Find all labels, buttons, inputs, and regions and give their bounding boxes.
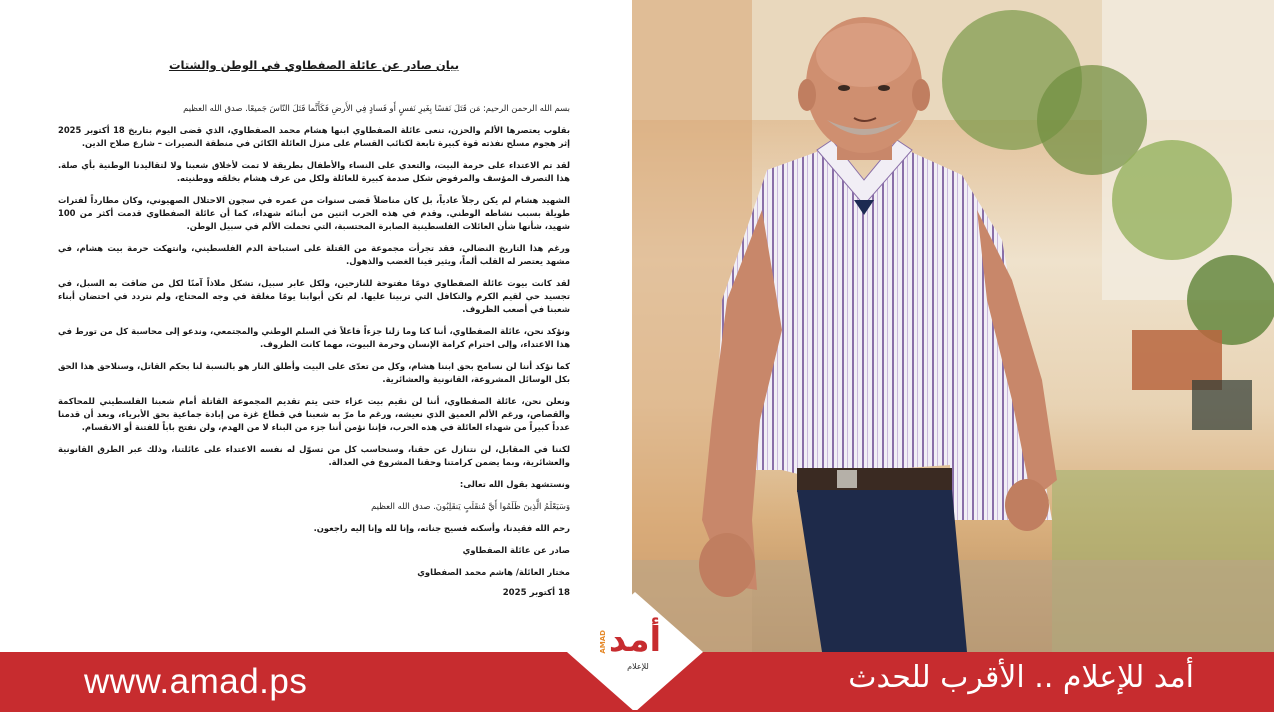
amad-logo <box>565 590 705 710</box>
statement-paragraph: لقد كانت بيوت عائلة الصفطاوي دومًا مفتوحة للنازحين، ولكل عابر سبيل، تشكل ملاذاً آمنًا لكل من ضاقت به السبل، في تجسيد حي لقيم الكرم والتكافل التي تربينا عليها. لم تكن أبوابنا يومًا مغلقة في وجه المحتاج، ولم نتردد في احتضان أبناء شعبنا في أصعب الظروف. <box>58 278 570 314</box>
portrait-photo <box>632 0 1274 652</box>
statement-paragraph: ونستشهد بقول الله تعالى: <box>459 479 570 489</box>
statement-paragraph: ورغم هذا التاريخ النضالي، فقد تجرأت مجموعة من القتلة على استباحة الدم الفلسطيني، وانتهكت حرمة بيت هشام، في مشهد يعتصر له القلب ألماً، ويثير فينا الغضب والذهول. <box>58 243 570 266</box>
statement-issuer: صادر عن عائلة الصفطاوي <box>462 545 570 555</box>
statement-title: بيان صادر عن عائلة الصفطاوي في الوطن والشتات <box>168 58 460 72</box>
footer-slogan: أمد للإعلام .. الأقرب للحدث <box>848 660 1194 695</box>
statement-paragraph: بقلوب يعتصرها الألم والحزن، تنعى عائلة الصفطاوي ابنها هشام محمد الصفطاوي، الذي قضى اليوم بتاريخ 18 أكتوبر 2025 إثر هجوم مسلح نفذته قوة كبيرة تابعة لكتائب القسام على منزل العائلة الكائن في منطقة النصيرات – شارع صلاح الدين. <box>58 125 570 148</box>
statement-paragraph: لقد تم الاعتداء على حرمة البيت، والتعدي على النساء والأطفال بطريقة لا تمت لأخلاق شعبنا ولا لتقاليدنا الوطنية بأي صلة. هذا التصرف المؤسف والمرفوض شكل صدمة كبيرة للعائلة ولكل من عرف هشام بخلقه ووطنيته. <box>58 160 570 183</box>
logo-subtitle: للإعلام <box>627 662 649 671</box>
statement-paragraph: رحم الله فقيدنا، وأسكنه فسيح جناته، وإنا لله وإنا إليه راجعون. <box>313 523 570 533</box>
statement-date: 18 أكتوبر 2025 <box>502 588 570 598</box>
statement-paragraph: ونؤكد نحن، عائلة الصفطاوي، أننا كنا وما زلنا جزءاً فاعلاً في السلم الوطني والمجتمعي، وندعو إلى محاسبة كل من تورط في هذا الاعتداء، وإلى احترام كرامة الإنسان وحرمة البيوت، مهما كانت الظروف. <box>58 326 570 349</box>
statement-signatory: مختار العائلة/ هاشم محمد الصفطاوي <box>417 567 570 577</box>
statement-document <box>0 0 632 652</box>
statement-body <box>58 58 570 598</box>
quran-verse: وَسَيَعْلَمُ الَّذِينَ ظَلَمُوا أَيَّ مُنقَلَبٍ يَنقَلِبُونَ. صدق الله العظيم <box>371 501 570 511</box>
statement-paragraph: كما نؤكد أننا لن نسامح بحق ابننا هشام، وكل من تعدّى على البيت وأطلق النار هو بالنسبة لنا بحكم القاتل، وسنلاحق هذا الحق بكل الوسائل المشروعة، القانونية والعشائرية. <box>58 361 570 384</box>
statement-paragraph: الشهيد هشام لم يكن رجلاً عادياً، بل كان مناضلاً قضى سنوات من عمره في سجون الاحتلال الصهيوني، وكان مطارداً لفترات طويلة بسبب نشاطه الوطني. وقدم في هذه الحرب اثنين من أبنائه شهداء، كما أن عائلة الصفطاوي قدمت أكثر من 100 شهيد، شأنها شأن العائلات الفلسطينية الصابرة المحتسبة، التي تحملت الألم في سبيل الوطن. <box>58 195 570 231</box>
logo-wordmark: أمد <box>608 620 662 660</box>
logo-latin-text: AMAD <box>599 630 607 654</box>
portrait-illustration <box>632 0 1274 652</box>
statement-paragraph: بسم الله الرحمن الرحيم: مَن قَتَلَ نَفسًا بِغَيرِ نَفسٍ أَو فَسادٍ فِي الأَرضِ فَكَأَنَّما قَتَلَ النّاسَ جَميعًا. صدق الله العظيم <box>183 103 570 113</box>
statement-paragraph: لكننا في المقابل، لن نتنازل عن حقنا، وسنحاسب كل من تسوّل له نفسه الاعتداء على عائلتنا، وذلك عبر الطرق القانونية والعشائرية، وبما يضمن كرامتنا وحقنا المشروع في العدالة. <box>58 444 570 467</box>
website-url[interactable]: www.amad.ps <box>84 662 308 701</box>
statement-paragraph: ونعلن نحن، عائلة الصفطاوي، أننا لن نقيم بيت عزاء حتى يتم تقديم المجموعة القاتلة أمام شعبنا الفلسطيني للمحاكمة والقصاص، ورغم الألم العميق الذي نعيشه، ورغم ما مرّ به شعبنا في قطاع غزة من إبادة جماعية بحق الأبرياء، وبعد أن قدمنا عدداً كبيراً من شهداء العائلة في هذه الحرب، فإننا نؤمن أننا جزء من البناء لا من الهدم، ولن نفتح باباً للفتنة أو الانقسام. <box>58 396 570 432</box>
